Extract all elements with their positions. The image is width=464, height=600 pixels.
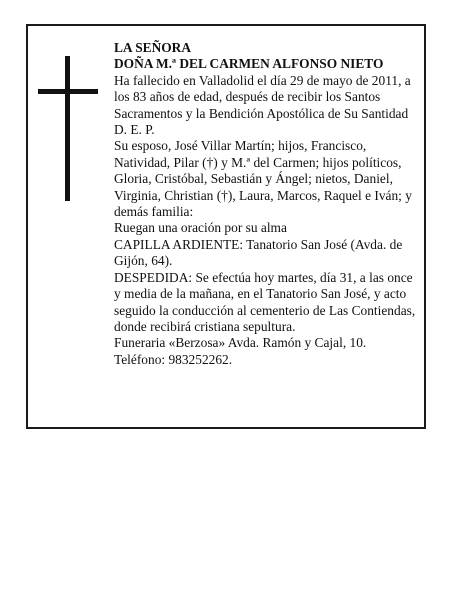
funeral-home: Funeraria «Berzosa» Avda. Ramón y Cajal, 10. (114, 335, 367, 351)
cross-horizontal-bar (38, 89, 98, 94)
obituary-notice-frame (26, 24, 426, 429)
farewell-details: DESPEDIDA: Se efectúa hoy martes, día 31, a las once y media de la mañana, en el Tanatorio San José, y acto seguido la conducción al cementerio de Las Contiendas, donde recibirá cristiana sepultura. (114, 269, 416, 334)
cross-icon (38, 56, 98, 201)
phone-number: Teléfono: 983252262. (114, 351, 233, 367)
wake-location: CAPILLA ARDIENTE: Tanatorio San José (Avda. de Gijón, 64). (114, 236, 403, 269)
obituary-text (114, 40, 422, 368)
deceased-name: DOÑA M.ª DEL CARMEN ALFONSO NIETO (114, 56, 384, 72)
prayer-request: Ruegan una oración por su alma (114, 220, 287, 236)
death-announcement: Ha fallecido en Valladolid el día 29 de mayo de 2011, a los 83 años de edad, después de recibir los Santos Sacramentos y la Bendición Apostólica de Su Santidad D. E. P. (114, 72, 411, 138)
title-honorific: LA SEÑORA (114, 40, 192, 55)
cross-vertical-bar (65, 56, 70, 201)
family-list: Su esposo, José Villar Martín; hijos, Francisco, Natividad, Pilar (†) y M.ª del Carmen; hijos políticos, Gloria, Cristóbal, Sebastián y Ángel; nietos, Daniel, Virginia, Christian (†), Laura, Marcos, Raquel e Iván; y demás familia: (114, 138, 412, 220)
